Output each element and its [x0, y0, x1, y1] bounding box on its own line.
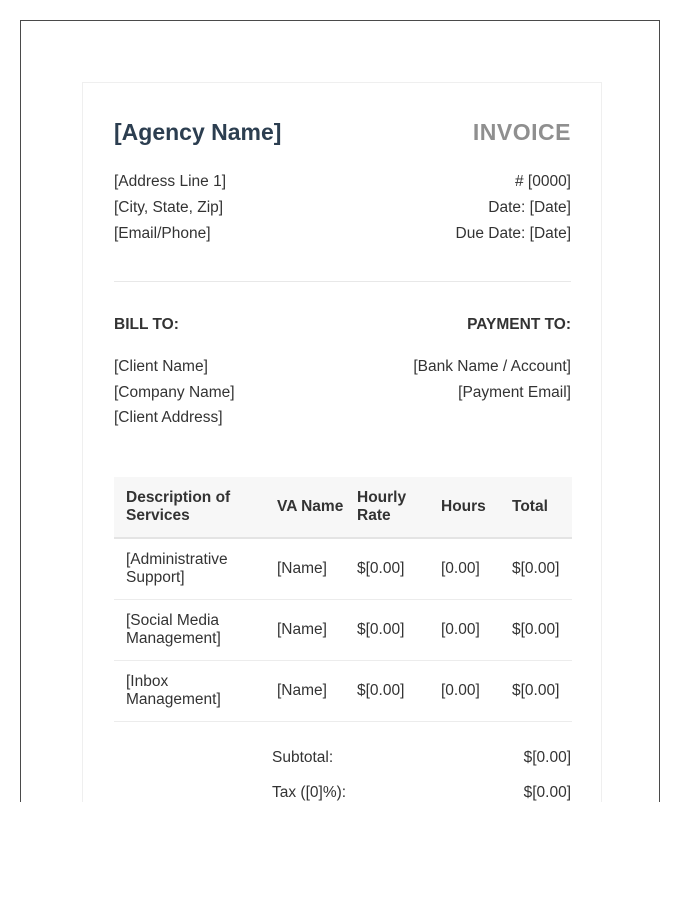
table-row: [114, 660, 572, 721]
tax-value: $[0.00]: [523, 784, 571, 801]
service-description: [Administrative Support]: [114, 538, 265, 599]
column-header-hourly-rate: Hourly Rate: [345, 477, 429, 538]
payment-email: [Payment Email]: [458, 383, 571, 401]
invoice-meta-block: [456, 169, 571, 247]
va-name: [Name]: [265, 599, 345, 660]
bill-to-block: [114, 354, 235, 431]
payment-to-block: [413, 354, 571, 405]
subtotal-label: Subtotal:: [272, 749, 334, 766]
bill-to-heading: BILL TO:: [114, 316, 179, 333]
subtotal-row: [272, 749, 571, 771]
column-header-hours: Hours: [429, 477, 500, 538]
address-line: [Address Line 1]: [114, 173, 227, 190]
invoice-date: Date: [Date]: [488, 199, 571, 216]
invoice-title: INVOICE: [472, 119, 571, 145]
header-divider: [114, 281, 571, 282]
hours: [0.00]: [429, 660, 500, 721]
service-description: [Inbox Management]: [114, 660, 265, 721]
hourly-rate: $[0.00]: [345, 660, 429, 721]
va-name: [Name]: [265, 660, 345, 721]
invoice-due-date: Due Date: [Date]: [455, 225, 571, 242]
agency-name: [Agency Name]: [114, 119, 282, 145]
column-header-va-name: VA Name: [265, 477, 345, 538]
hourly-rate: $[0.00]: [345, 599, 429, 660]
table-row: [114, 538, 572, 599]
hours: [0.00]: [429, 599, 500, 660]
line-total: $[0.00]: [500, 538, 572, 599]
column-header-description: Description of Services: [114, 477, 265, 538]
bank-account: [Bank Name / Account]: [413, 358, 571, 375]
email-phone-line: [Email/Phone]: [114, 225, 211, 242]
subtotal-value: $[0.00]: [523, 749, 571, 766]
hourly-rate: $[0.00]: [345, 538, 429, 599]
va-name: [Name]: [265, 538, 345, 599]
invoice-number: # [0000]: [514, 173, 571, 190]
line-total: $[0.00]: [500, 599, 572, 660]
invoice-card: [82, 82, 602, 802]
agency-address-block: [114, 169, 226, 247]
column-header-total: Total: [500, 477, 572, 538]
company-name: [Company Name]: [114, 383, 235, 401]
services-table: [114, 477, 572, 722]
hours: [0.00]: [429, 538, 500, 599]
payment-to-heading: PAYMENT TO:: [467, 316, 571, 333]
service-description: [Social Media Management]: [114, 599, 265, 660]
client-name: [Client Name]: [114, 358, 208, 375]
tax-label: Tax ([0]%):: [272, 784, 347, 801]
table-row: [114, 599, 572, 660]
table-header-row: [114, 477, 572, 538]
city-state-zip-line: [City, State, Zip]: [114, 199, 224, 216]
page-frame: [20, 20, 660, 802]
client-address: [Client Address]: [114, 409, 223, 426]
tax-row: [272, 784, 571, 802]
line-total: $[0.00]: [500, 660, 572, 721]
